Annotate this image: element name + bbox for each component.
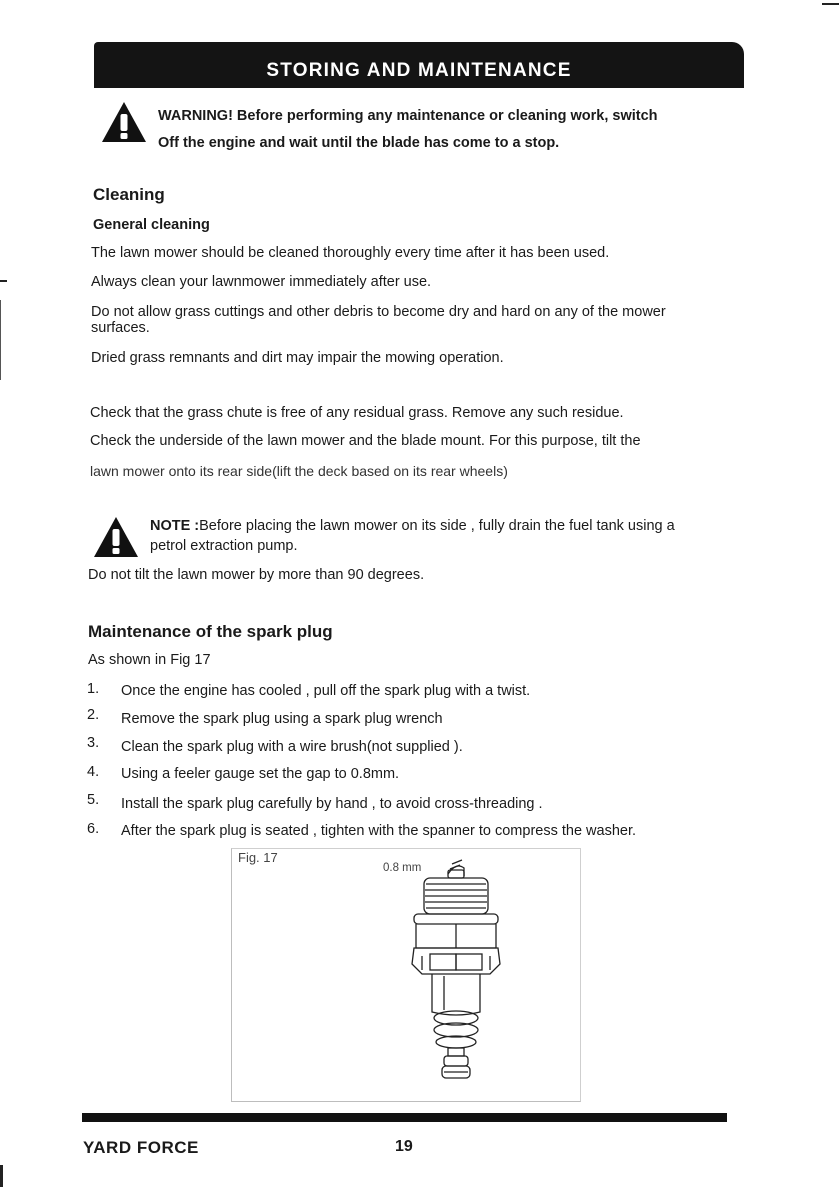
section-title: STORING AND MAINTENANCE [266,60,572,81]
cleaning-paragraph-3: Do not allow grass cuttings and other debris to become dry and hard on any of the mower [91,304,666,320]
page-number: 19 [395,1138,413,1155]
cleaning-paragraph-6-cont: lawn mower onto its rear side(lift the deck based on its rear wheels) [90,463,508,479]
scan-artifact [822,3,839,5]
note-text: Before placing the lawn mower on its side , fully drain the fuel tank using a [199,518,675,534]
gap-label: 0.8 mm [383,862,422,874]
cleaning-paragraph-5: Check that the grass chute is free of any residual grass. Remove any such residue. [90,405,624,421]
scan-artifact [0,280,7,282]
scan-artifact [0,300,1,380]
note-label: NOTE : [150,518,200,534]
section-header-bar [94,42,744,88]
step-number: 6. [87,821,100,837]
general-cleaning-subheading: General cleaning [93,217,210,233]
note-line-1 [150,518,675,535]
step-text: Once the engine has cooled , pull off the spark plug with a twist. [121,683,531,699]
spark-plug-intro: As shown in Fig 17 [88,652,211,668]
step-text: Install the spark plug carefully by hand , to avoid cross-threading . [121,796,543,812]
cleaning-paragraph-4: Dried grass remnants and dirt may impair the mowing operation. [91,350,504,366]
note-after-text: Do not tilt the lawn mower by more than 90 degrees. [88,567,425,583]
cleaning-paragraph-6: Check the underside of the lawn mower and the blade mount. For this purpose, tilt the [90,433,641,449]
scan-artifact [0,1165,3,1187]
step-number: 4. [87,764,100,780]
spark-plug-heading: Maintenance of the spark plug [88,622,333,641]
step-number: 1. [87,681,100,697]
brand-logo: YARD FORCE [83,1138,199,1157]
spark-plug-illustration [400,856,510,1091]
cleaning-heading: Cleaning [93,185,165,204]
figure-label: Fig. 17 [238,850,278,865]
cleaning-paragraph-1: The lawn mower should be cleaned thoroughly every time after it has been used. [91,245,610,261]
cleaning-paragraph-3-cont: surfaces. [91,320,150,336]
warning-triangle-icon [100,100,148,144]
step-text: Clean the spark plug with a wire brush(not supplied ). [121,739,463,755]
cleaning-paragraph-2: Always clean your lawnmower immediately after use. [91,274,432,290]
footer-bar [82,1113,727,1122]
warning-line-2: Off the engine and wait until the blade has come to a stop. [158,135,560,151]
step-text: Remove the spark plug using a spark plug wrench [121,711,443,727]
warning-line-1: WARNING! Before performing any maintenance or cleaning work, switch [158,108,658,124]
step-text: Using a feeler gauge set the gap to 0.8mm. [121,766,400,782]
step-number: 3. [87,735,100,751]
note-warning-triangle-icon [92,515,140,559]
step-text: After the spark plug is seated , tighten with the spanner to compress the washer. [121,823,637,839]
step-number: 5. [87,792,100,808]
step-number: 2. [87,707,100,723]
note-line-2: petrol extraction pump. [150,538,298,554]
